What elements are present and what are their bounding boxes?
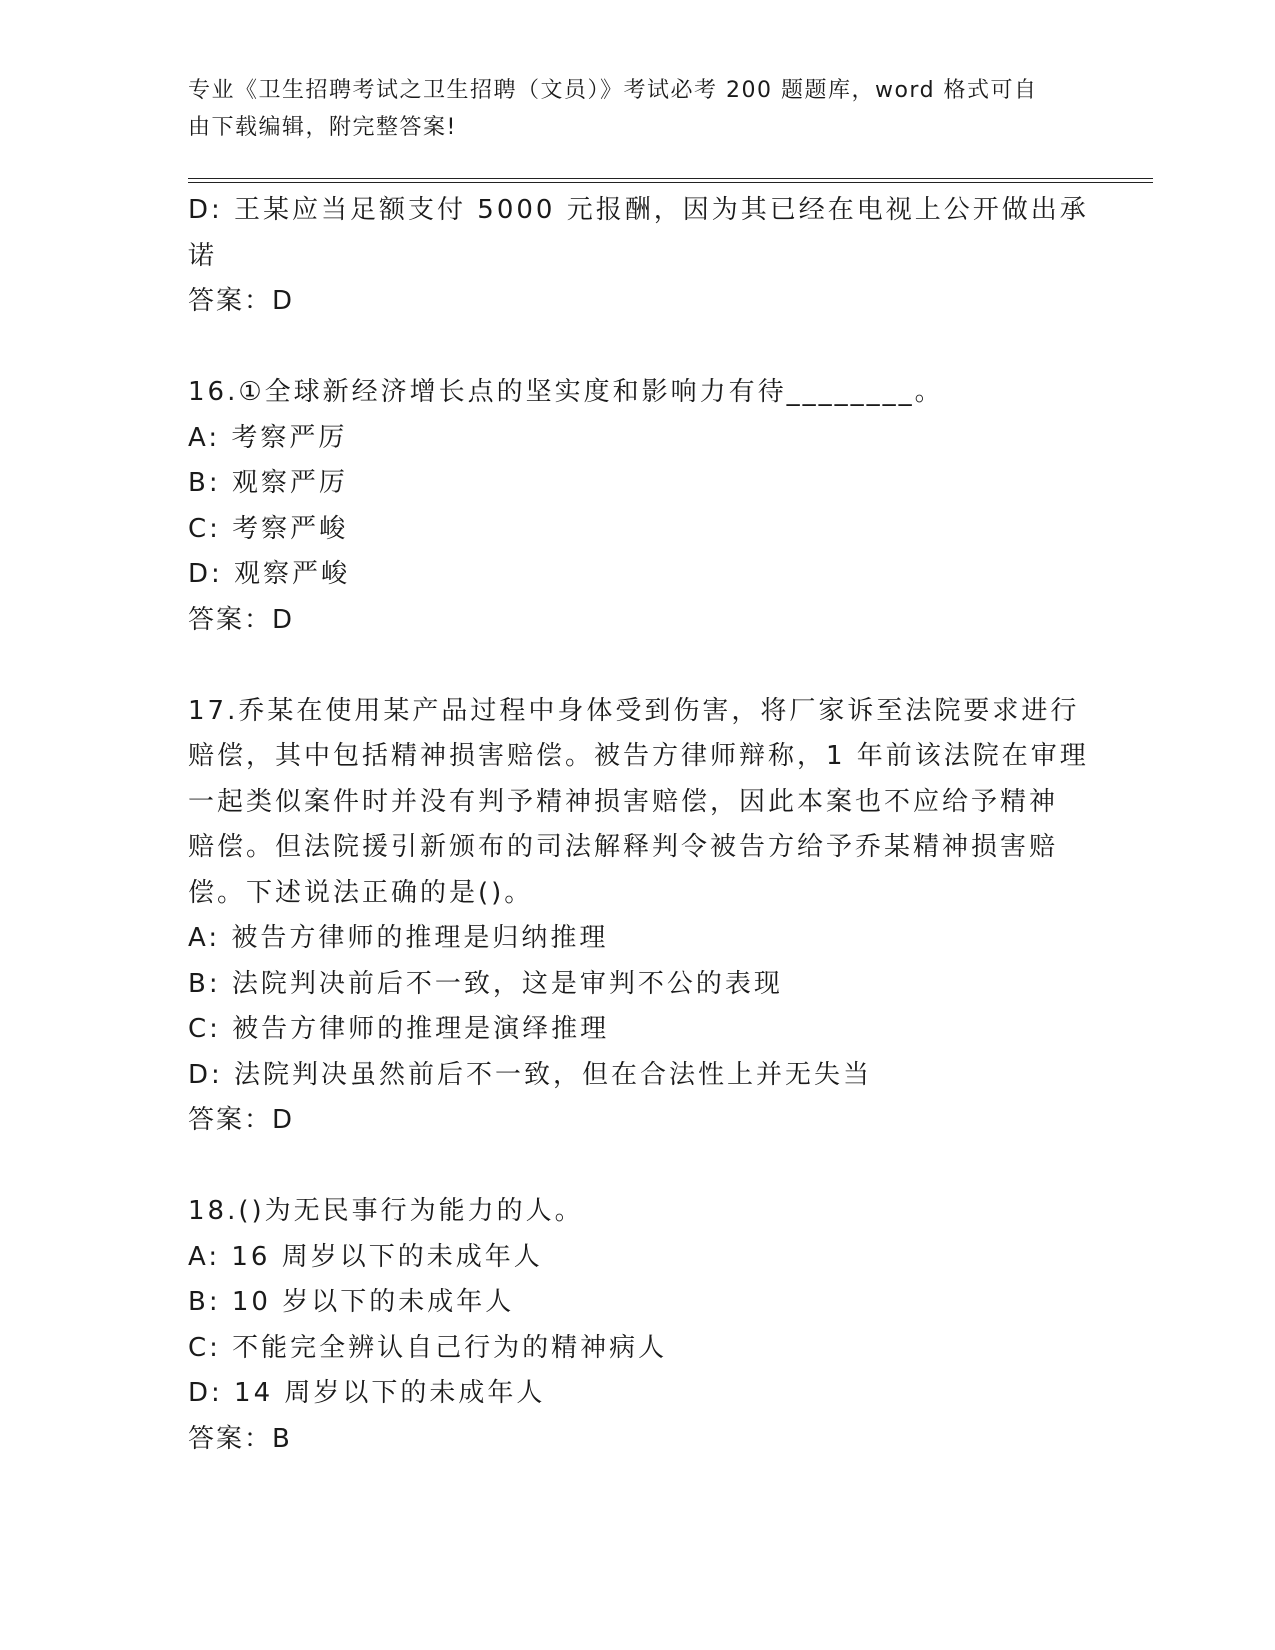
option-b: B: 观察严厉 bbox=[188, 468, 348, 498]
question-gap bbox=[188, 643, 1088, 689]
question-15-tail bbox=[188, 188, 1088, 325]
question-18 bbox=[188, 1189, 1088, 1462]
header-line-2: 由下载编辑，附完整答案! bbox=[188, 115, 457, 140]
question-stem-line-5: 偿。下述说法正确的是()。 bbox=[188, 877, 534, 908]
header-line-1: 专业《卫生招聘考试之卫生招聘（文员）》考试必考 200 题题库，word 格式可自 bbox=[188, 78, 1038, 103]
answer: 答案：D bbox=[188, 604, 295, 635]
question-stem: 16.①全球新经济增长点的坚实度和影响力有待________。 bbox=[188, 377, 944, 407]
question-list bbox=[188, 188, 1088, 1462]
question-stem-line-2: 赔偿，其中包括精神损害赔偿。被告方律师辩称，1 年前该法院在审理 bbox=[188, 741, 1089, 771]
option-d-line-2: 诺 bbox=[188, 240, 218, 271]
header-divider-bottom bbox=[188, 182, 1153, 183]
option-d: D: 14 周岁以下的未成年人 bbox=[188, 1378, 546, 1408]
answer: 答案：B bbox=[188, 1423, 292, 1454]
question-17 bbox=[188, 689, 1088, 1144]
question-gap bbox=[188, 1144, 1088, 1190]
answer: 答案：D bbox=[188, 1105, 295, 1135]
question-stem-line-1: 17.乔某在使用某产品过程中身体受到伤害，将厂家诉至法院要求进行 bbox=[188, 695, 1080, 726]
option-b: B: 10 岁以下的未成年人 bbox=[188, 1287, 515, 1317]
answer: 答案：D bbox=[188, 286, 295, 316]
option-a: A: 16 周岁以下的未成年人 bbox=[188, 1241, 543, 1272]
option-b: B: 法院判决前后不一致，这是审判不公的表现 bbox=[188, 968, 783, 999]
option-d: D: 法院判决虽然前后不一致，但在合法性上并无失当 bbox=[188, 1059, 873, 1090]
question-stem-line-3: 一起类似案件时并没有判予精神损害赔偿，因此本案也不应给予精神 bbox=[188, 786, 1059, 817]
question-gap bbox=[188, 325, 1088, 371]
question-stem-line-4: 赔偿。但法院援引新颁布的司法解释判令被告方给予乔某精神损害赔 bbox=[188, 832, 1059, 862]
option-a: A: 考察严厉 bbox=[188, 422, 348, 453]
option-a: A: 被告方律师的推理是归纳推理 bbox=[188, 923, 609, 953]
option-c: C: 考察严峻 bbox=[188, 513, 349, 544]
document-header bbox=[188, 72, 1068, 146]
option-c: C: 被告方律师的推理是演绎推理 bbox=[188, 1014, 610, 1044]
question-16 bbox=[188, 370, 1088, 643]
option-c: C: 不能完全辨认自己行为的精神病人 bbox=[188, 1332, 668, 1363]
option-d: D: 观察严峻 bbox=[188, 559, 351, 589]
option-d-line-1: D: 王某应当足额支付 5000 元报酬，因为其已经在电视上公开做出承 bbox=[188, 195, 1089, 225]
header-divider-top bbox=[188, 178, 1153, 179]
question-stem: 18.()为无民事行为能力的人。 bbox=[188, 1196, 584, 1226]
